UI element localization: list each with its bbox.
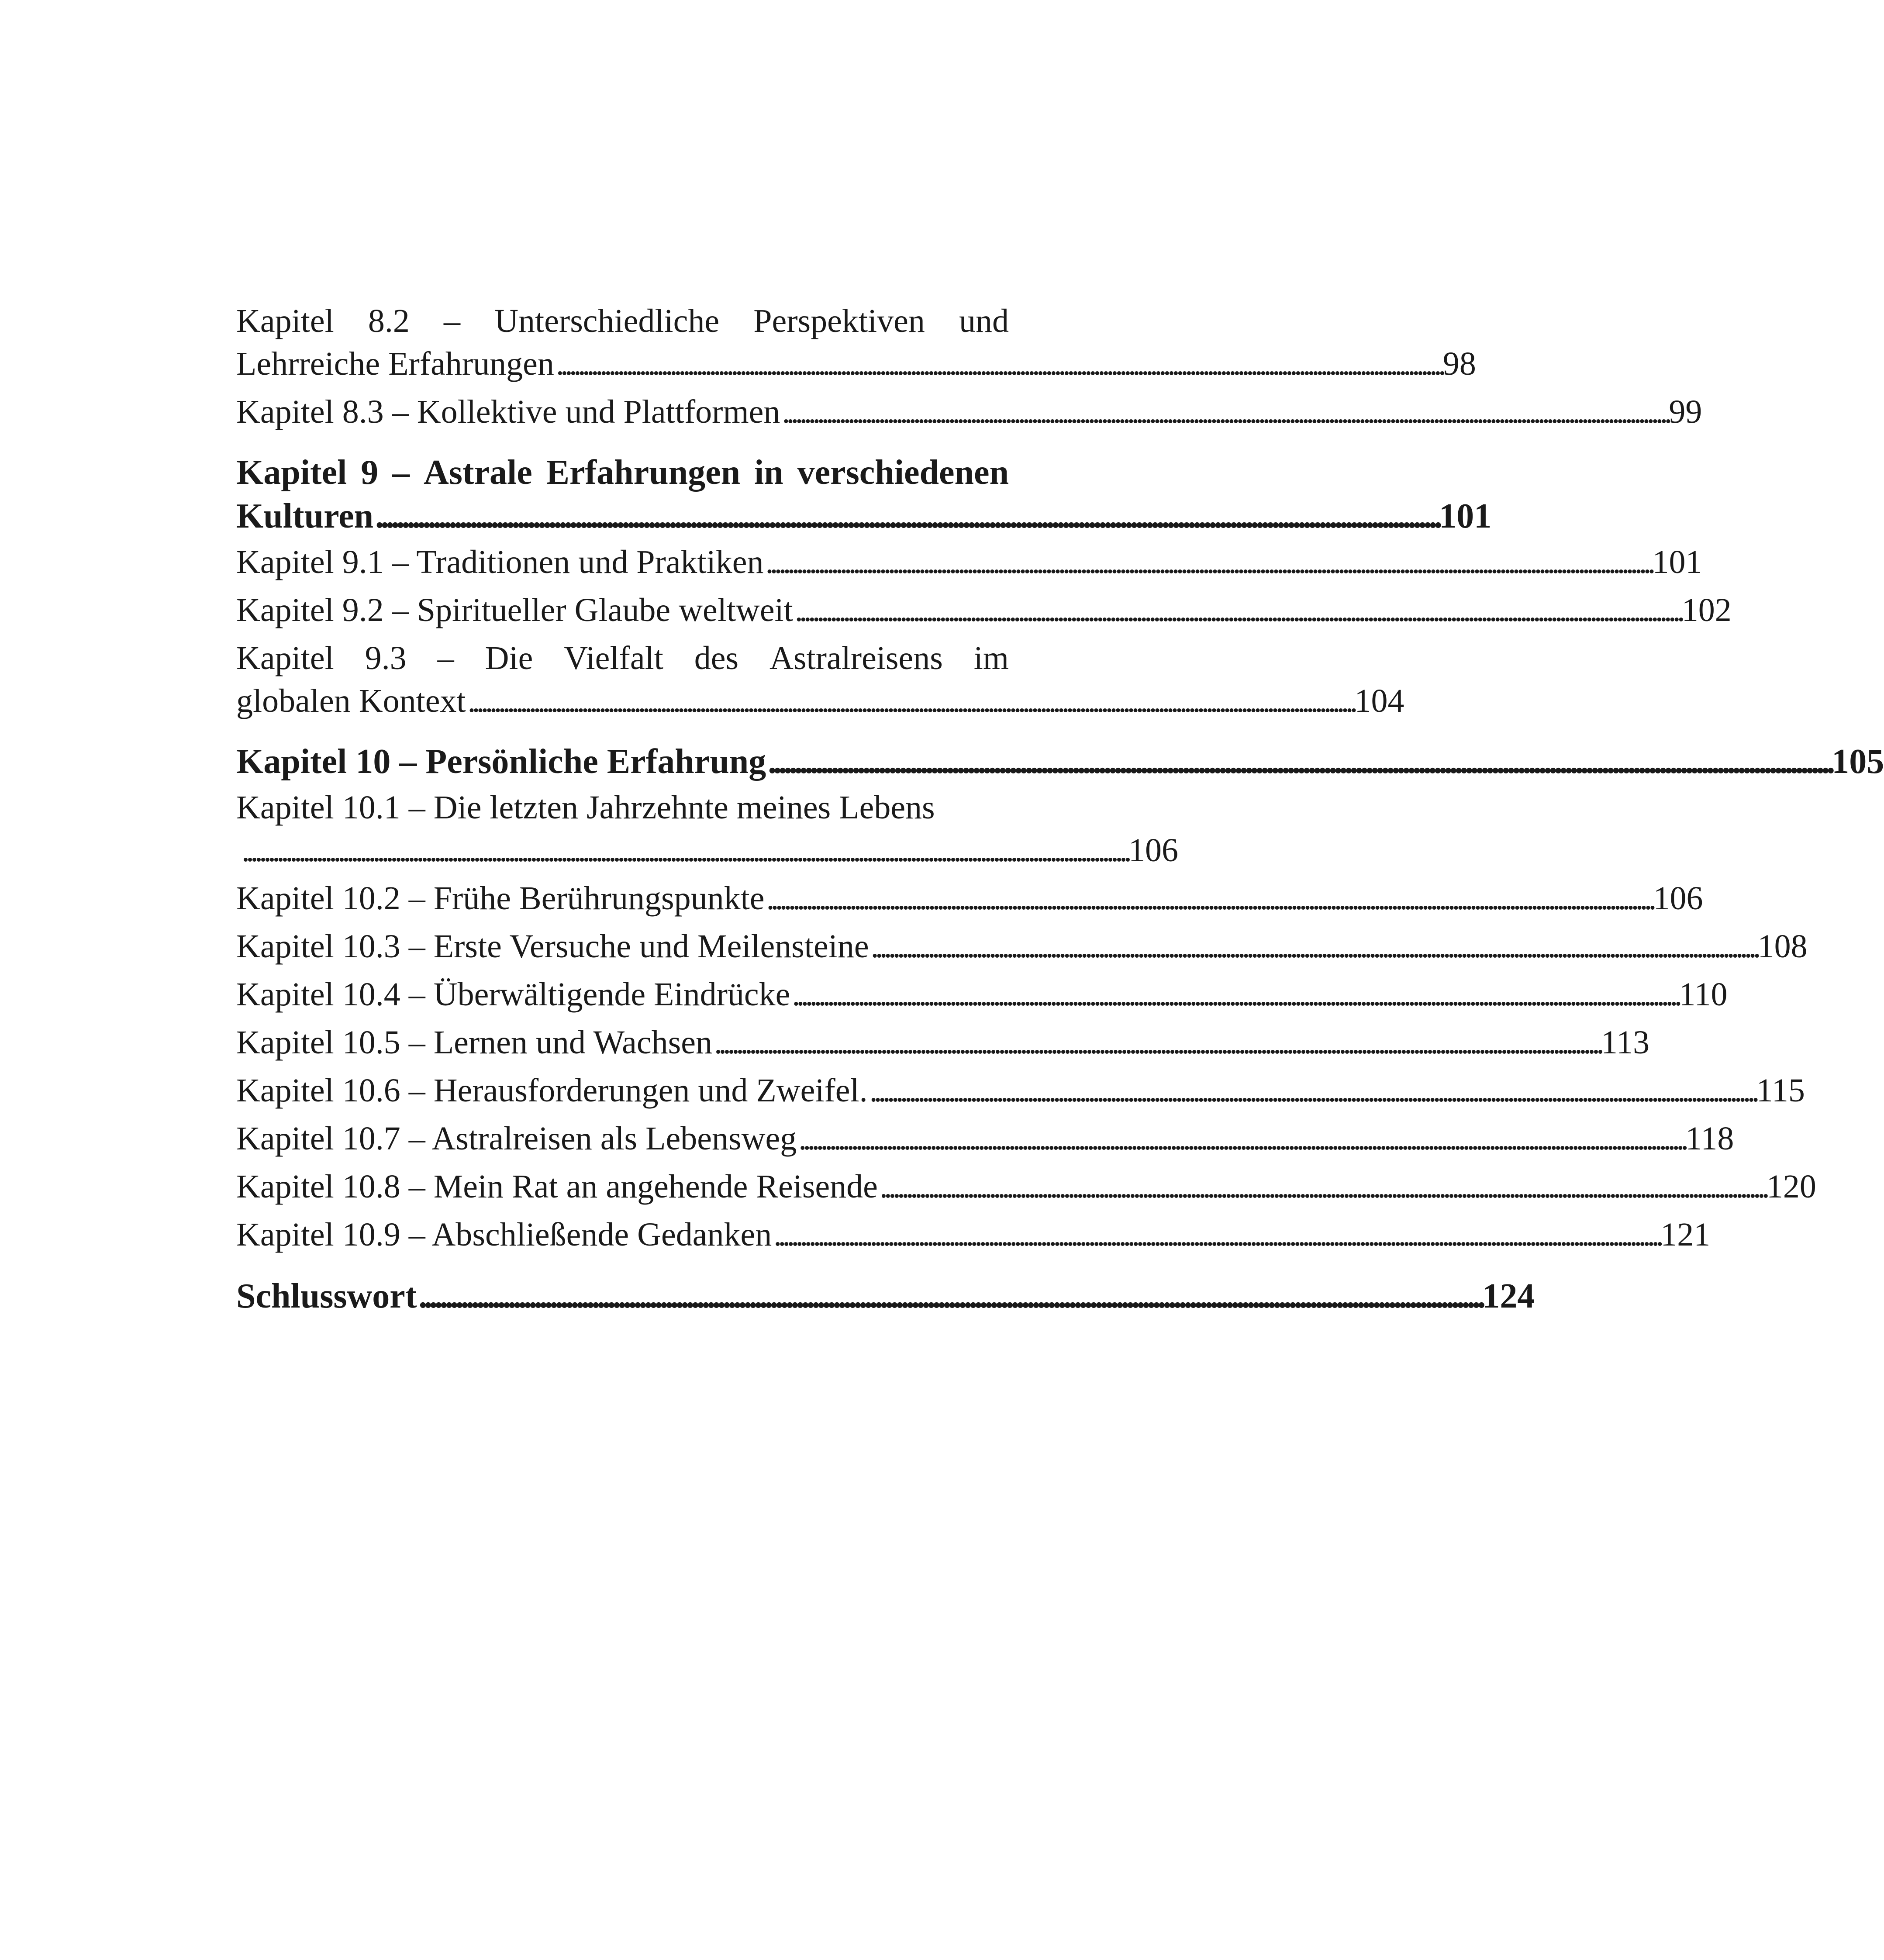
word: Kapitel xyxy=(236,303,334,339)
word: Unterschiedliche xyxy=(494,303,720,339)
toc-entry-8-2[interactable] xyxy=(236,300,1476,385)
dot-leader xyxy=(880,1165,1764,1208)
word: und xyxy=(959,303,1009,339)
toc-entry-title: Kapitel 10.5 – Lernen und Wachsen xyxy=(236,1024,712,1061)
dot-leader xyxy=(242,829,1126,872)
page-number: 106 xyxy=(1128,832,1178,869)
dot-leader xyxy=(782,390,1666,433)
word: Kapitel xyxy=(236,640,334,676)
toc-entry-title: Kapitel 10.9 – Abschließende Gedanken xyxy=(236,1216,772,1253)
toc-chapter-schlusswort[interactable] xyxy=(236,1274,1535,1318)
page-number: 121 xyxy=(1660,1216,1711,1253)
toc-entry-9-2[interactable] xyxy=(236,589,1732,631)
word: Die xyxy=(485,640,533,676)
table-of-contents xyxy=(236,300,1884,1321)
toc-chapter-10[interactable] xyxy=(236,740,1884,783)
dot-leader xyxy=(375,494,1436,538)
dot-leader xyxy=(773,1213,1658,1256)
page-number: 101 xyxy=(1652,544,1702,580)
toc-entry-8-3[interactable] xyxy=(236,390,1702,433)
toc-entry-title: Kapitel 8.3 – Kollektive und Plattformen xyxy=(236,393,780,430)
page-number: 113 xyxy=(1601,1024,1650,1061)
dot-leader xyxy=(766,877,1650,920)
toc-entry-title-line1 xyxy=(236,637,1009,680)
toc-entry-10-3[interactable] xyxy=(236,925,1808,968)
dot-leader xyxy=(870,1069,1754,1112)
dot-leader xyxy=(871,925,1755,968)
toc-chapter-title-line1 xyxy=(236,451,1009,494)
dot-leader xyxy=(765,541,1649,583)
page-number: 120 xyxy=(1766,1168,1816,1205)
page-number: 118 xyxy=(1685,1120,1734,1157)
word: – xyxy=(444,303,461,339)
page-number: 110 xyxy=(1679,976,1728,1013)
word: des xyxy=(694,640,739,676)
word: in xyxy=(754,453,783,492)
toc-entry-title-line1 xyxy=(236,300,1009,342)
word: Vielfalt xyxy=(564,640,663,676)
dot-leader xyxy=(714,1021,1598,1064)
word: 9 xyxy=(361,453,379,492)
toc-entry-title-line2: Lehrreiche Erfahrungen xyxy=(236,345,554,382)
toc-entry-10-9[interactable] xyxy=(236,1213,1711,1256)
dot-leader xyxy=(795,589,1679,631)
toc-entry-10-2[interactable] xyxy=(236,877,1703,920)
page-number: 98 xyxy=(1442,345,1476,382)
toc-chapter-title-line2: Kulturen xyxy=(236,497,374,535)
toc-entry-10-4[interactable] xyxy=(236,973,1728,1016)
page-number: 124 xyxy=(1482,1277,1535,1315)
toc-entry-title: Kapitel 10.3 – Erste Versuche und Meilensteine xyxy=(236,928,869,965)
page-number: 108 xyxy=(1757,928,1808,965)
toc-entry-title: Kapitel 9.1 – Traditionen und Praktiken xyxy=(236,544,764,580)
toc-chapter-title: Kapitel 10 – Persönliche Erfahrung xyxy=(236,742,766,781)
page-number: 104 xyxy=(1354,683,1404,719)
toc-entry-10-1[interactable] xyxy=(236,786,1178,872)
dot-leader xyxy=(768,740,1829,783)
toc-entry-title: Kapitel 10.4 – Überwältigende Eindrücke xyxy=(236,976,790,1013)
page-number: 102 xyxy=(1681,592,1732,628)
page-number: 105 xyxy=(1832,742,1884,781)
toc-entry-9-1[interactable] xyxy=(236,541,1702,583)
dot-leader xyxy=(468,680,1352,722)
word: im xyxy=(973,640,1009,676)
dot-leader xyxy=(798,1117,1683,1160)
toc-entry-title: Kapitel 9.2 – Spiritueller Glaube weltweit xyxy=(236,592,793,628)
word: – xyxy=(392,453,410,492)
toc-entry-10-8[interactable] xyxy=(236,1165,1816,1208)
toc-chapter-title: Schlusswort xyxy=(236,1277,417,1315)
toc-entry-title-line2: globalen Kontext xyxy=(236,683,466,719)
word: Astralreisens xyxy=(769,640,943,676)
dot-leader xyxy=(792,973,1676,1016)
word: Astrale xyxy=(423,453,532,492)
toc-entry-10-6[interactable] xyxy=(236,1069,1805,1112)
page-number: 99 xyxy=(1669,393,1702,430)
toc-chapter-9[interactable] xyxy=(236,451,1492,538)
word: Perspektiven xyxy=(753,303,925,339)
word: Erfahrungen xyxy=(546,453,741,492)
page-number: 106 xyxy=(1653,880,1703,917)
toc-entry-title: Kapitel 10.7 – Astralreisen als Lebensweg xyxy=(236,1120,797,1157)
word: – xyxy=(437,640,454,676)
toc-entry-10-7[interactable] xyxy=(236,1117,1734,1160)
word: 8.2 xyxy=(368,303,410,339)
dot-leader xyxy=(556,342,1440,385)
toc-entry-title-line1: Kapitel 10.1 – Die letzten Jahrzehnte meines Lebens xyxy=(236,789,935,826)
toc-entry-title: Kapitel 10.2 – Frühe Berührungspunkte xyxy=(236,880,765,917)
dot-leader xyxy=(418,1274,1480,1318)
word: verschiedenen xyxy=(797,453,1009,492)
word: 9.3 xyxy=(365,640,407,676)
page-number: 101 xyxy=(1439,497,1492,535)
word: Kapitel xyxy=(236,453,347,492)
toc-entry-title: Kapitel 10.8 – Mein Rat an angehende Reisende xyxy=(236,1168,878,1205)
toc-entry-10-5[interactable] xyxy=(236,1021,1650,1064)
toc-entry-9-3[interactable] xyxy=(236,637,1404,722)
toc-entry-title: Kapitel 10.6 – Herausforderungen und Zweifel. xyxy=(236,1072,868,1109)
page-number: 115 xyxy=(1756,1072,1805,1109)
